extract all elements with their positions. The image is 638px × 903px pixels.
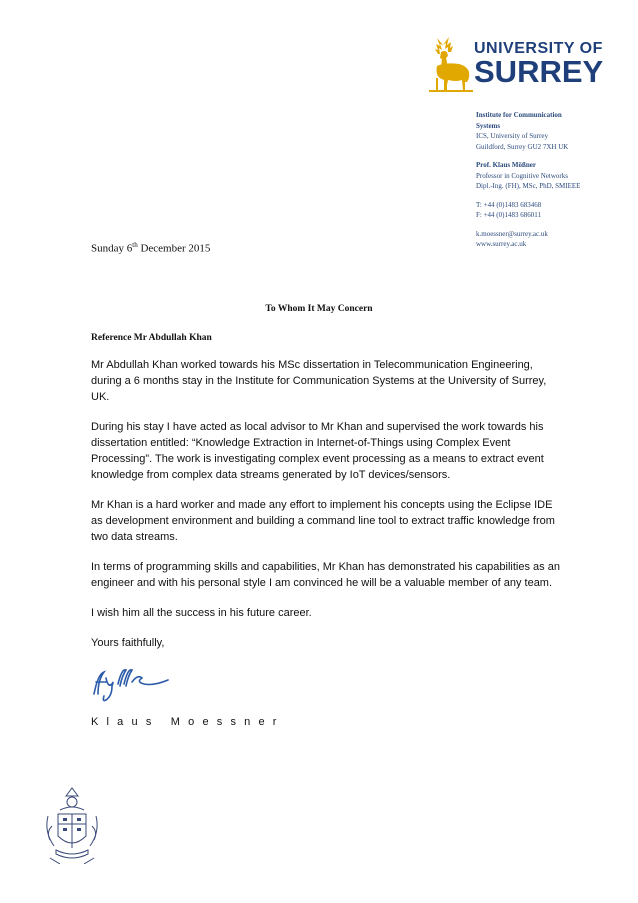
paragraph: Mr Abdullah Khan worked towards his MSc dissertation in Telecommunication Engineering, during a 6 months stay in the Institute for Communication Systems at the University of Surrey, UK. xyxy=(91,359,547,403)
address-line1: ICS, University of Surrey xyxy=(476,132,548,140)
sender-address-block xyxy=(476,110,626,250)
handwritten-signature xyxy=(88,664,173,704)
signatory-name: Klaus Moessner xyxy=(91,716,285,728)
institute-name-line1: Institute for Communication xyxy=(476,111,562,119)
paragraph: In terms of programming skills and capabilities, Mr Khan has demonstrated his capabilities as an engineer and with his personal style I am convinced he will be a valuable member of any team. xyxy=(91,561,560,589)
address-line2: Guildford, Surrey GU2 7XH UK xyxy=(476,142,569,151)
closing: Yours faithfully, xyxy=(91,637,165,649)
university-logo-text xyxy=(474,40,603,87)
institute-name-line2: Systems xyxy=(476,121,501,130)
logo-line-university-of: UNIVERSITY OF xyxy=(474,40,603,57)
date-ordinal-suffix: th xyxy=(132,241,138,249)
letter-heading: To Whom It May Concern xyxy=(265,304,373,314)
person-name: Prof. Klaus Mößner xyxy=(476,161,536,169)
letter-reference: Reference Mr Abdullah Khan xyxy=(91,333,212,343)
paragraph: During his stay I have acted as local advisor to Mr Khan and supervised the work towards his dissertation entitled: “Knowledge Extraction in Internet-of-Things using Complex Event Processing”. The work is investigating complex event processing as a means to extract event knowledge from complex data streams generated by IoT devices/sensors. xyxy=(91,421,544,481)
logo-line-surrey: SURREY xyxy=(474,54,604,89)
email-address: k.moessner@surrey.ac.uk xyxy=(476,229,548,238)
university-crest-icon xyxy=(42,786,102,864)
person-title: Professor in Cognitive Networks xyxy=(476,171,568,180)
paragraph: Mr Khan is a hard worker and made any effort to implement his concepts using the Eclipse IDE as development environment and building a command line tool to extract traffic knowledge from two data streams. xyxy=(91,499,555,543)
paragraph: I wish him all the success in his future career. xyxy=(91,607,312,619)
website-address: www.surrey.ac.uk xyxy=(476,240,527,248)
phone-number: T: +44 (0)1483 683468 xyxy=(476,200,542,209)
fax-number: F: +44 (0)1483 686011 xyxy=(476,211,541,219)
letter-date: Sunday 6th December 2015 xyxy=(91,241,211,255)
person-degrees: Dipl.-Ing. (FH), MSc, PhD, SMIEEE xyxy=(476,182,581,190)
letter-body xyxy=(91,357,561,665)
